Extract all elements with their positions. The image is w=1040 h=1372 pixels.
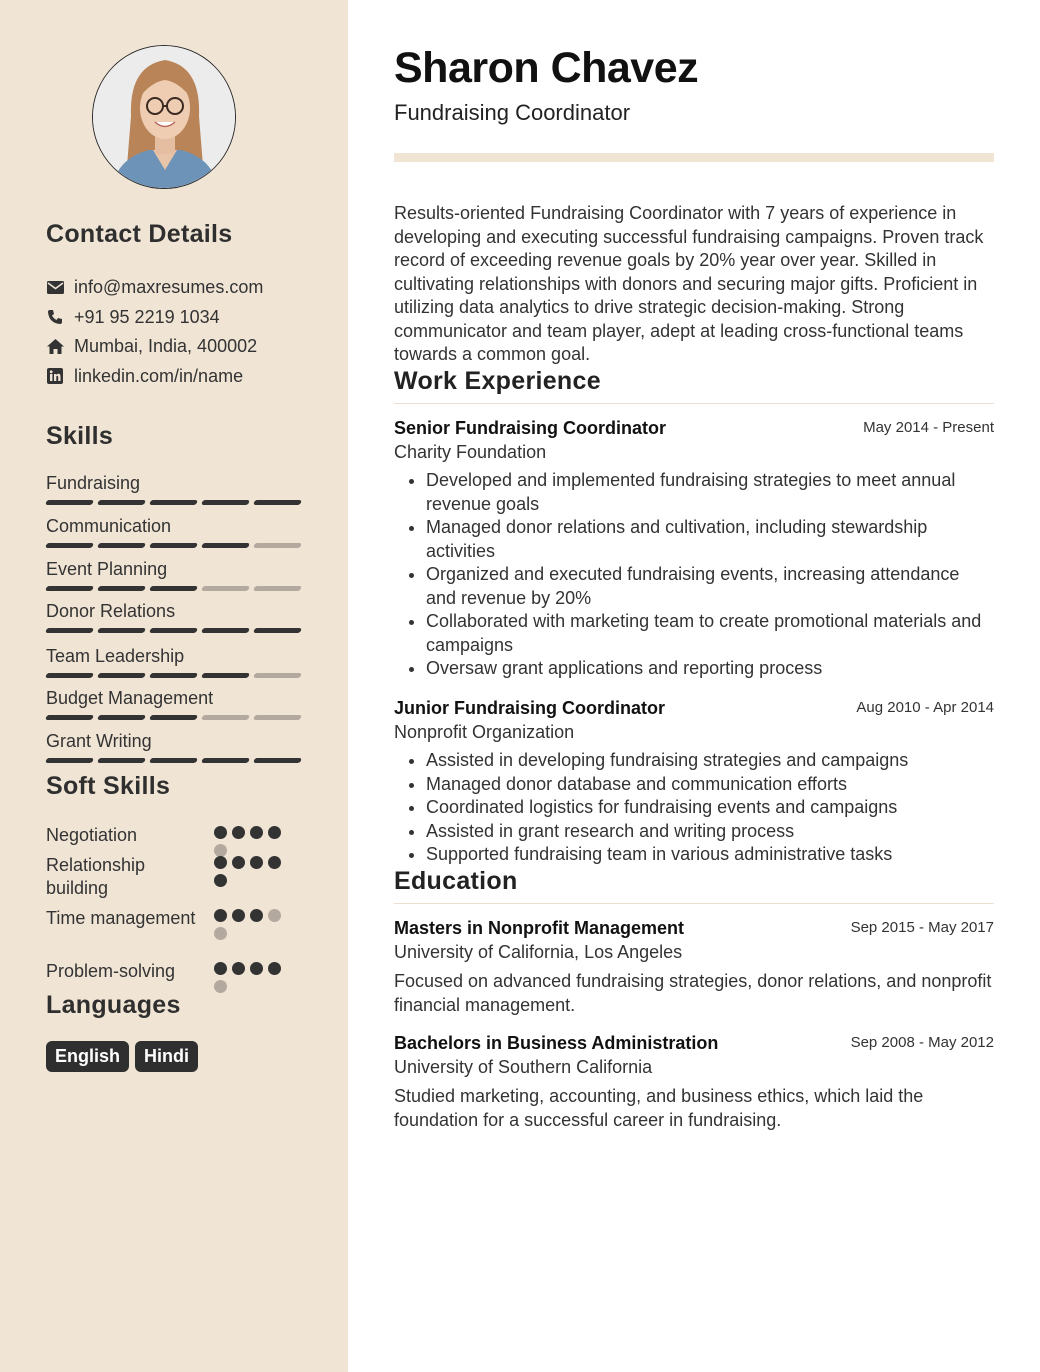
skill-level-bar: [46, 586, 302, 591]
skill-level-segment: [97, 673, 146, 678]
soft-skill-name: Negotiation: [46, 825, 138, 845]
avatar: [92, 45, 236, 189]
skill-level-segment: [253, 500, 302, 505]
job-title: Senior Fundraising Coordinator: [394, 418, 667, 438]
skill-level-segment: [149, 758, 198, 763]
contact-linkedin-text: linkedin.com/in/name: [74, 365, 244, 386]
rating-dot: [214, 826, 227, 839]
sidebar: [0, 0, 348, 1372]
skill-level-segment: [97, 628, 146, 633]
skill-item: [46, 730, 302, 763]
skill-level-segment: [45, 715, 94, 720]
job-title: Junior Fundraising Coordinator: [394, 698, 665, 718]
languages-list: [46, 1041, 198, 1072]
skill-name: Fundraising: [46, 473, 141, 493]
skill-level-bar: [46, 673, 302, 678]
skill-level-segment: [149, 628, 198, 633]
skill-level-segment: [201, 715, 250, 720]
section-divider: [394, 403, 994, 404]
skill-level-segment: [45, 628, 94, 633]
skill-item: [46, 472, 302, 505]
rating-dot: [232, 909, 245, 922]
job-bullet: • Coordinated logistics for fundraising events and campaigns: [426, 796, 994, 820]
skill-level-segment: [45, 673, 94, 678]
skill-name: Communication: [46, 516, 172, 536]
soft-skill-rating: [214, 826, 294, 857]
job-bullet: • Assisted in grant research and writing process: [426, 820, 994, 844]
job-bullet: • Organized and executed fundraising events, increasing attendance and revenue by 20%: [426, 563, 994, 610]
soft-skill-rating: [214, 962, 294, 993]
skill-name: Event Planning: [46, 559, 168, 579]
job-bullets: [394, 749, 994, 867]
summary-text: Results-oriented Fundraising Coordinator with 7 years of experience in developing and executing successful fundraising campaigns. Proven track record of exceeding revenue goals by 20% year over year. Skilled in cultivating relationships with donors and securing major gifts. Proficient in utilizing data analytics to drive strategic decision-making. Strong communicator and team player, adept at leading cross-functional teams towards a common goal.: [394, 203, 984, 364]
rating-dot: [268, 826, 281, 839]
skill-level-segment: [201, 673, 250, 678]
rating-dot: [214, 856, 227, 869]
skill-item: [46, 515, 302, 548]
education-entry: [394, 916, 994, 1017]
skill-level-segment: [201, 500, 250, 505]
skill-level-segment: [97, 543, 146, 548]
job-bullets: [394, 469, 994, 681]
language-badge-english: English: [46, 1041, 129, 1072]
rating-dot: [268, 909, 281, 922]
job-bullet: • Managed donor relations and cultivation, including stewardship activities: [426, 516, 994, 563]
job-bullet: • Oversaw grant applications and reporting process: [426, 657, 994, 681]
skill-level-segment: [149, 543, 198, 548]
skill-level-segment: [253, 586, 302, 591]
skill-item: [46, 645, 302, 678]
skill-level-segment: [201, 586, 250, 591]
skill-level-bar: [46, 543, 302, 548]
education-date: Sep 2015 - May 2017: [850, 919, 994, 936]
rating-dot: [232, 962, 245, 975]
skill-level-segment: [149, 715, 198, 720]
home-icon: [46, 337, 64, 355]
rating-dot: [232, 856, 245, 869]
contact-email[interactable]: [46, 275, 263, 299]
job-date: May 2014 - Present: [863, 419, 994, 436]
skill-name: Donor Relations: [46, 601, 176, 621]
linkedin-icon: [46, 367, 64, 385]
skill-level-segment: [97, 586, 146, 591]
education-description: Studied marketing, accounting, and business ethics, which laid the foundation for a successful career in fundraising.: [394, 1086, 924, 1130]
rating-dot: [250, 909, 263, 922]
languages-title: Languages: [46, 991, 181, 1019]
skill-level-segment: [149, 586, 198, 591]
rating-dot: [214, 980, 227, 993]
education-description: Focused on advanced fundraising strategies, donor relations, and nonprofit financial management.: [394, 971, 992, 1015]
skill-level-segment: [201, 758, 250, 763]
rating-dot: [214, 909, 227, 922]
skill-level-segment: [97, 500, 146, 505]
skill-level-segment: [201, 543, 250, 548]
skill-level-segment: [201, 628, 250, 633]
rating-dot: [214, 874, 227, 887]
header-divider: [394, 153, 994, 162]
education-title: Education: [394, 867, 518, 895]
job-entry: [394, 416, 994, 681]
skill-level-segment: [253, 673, 302, 678]
skill-item: [46, 600, 302, 633]
soft-skill-name: Relationship building: [46, 855, 146, 898]
soft-skill-name: Time management: [46, 908, 196, 928]
skill-level-segment: [45, 586, 94, 591]
candidate-name: Sharon Chavez: [394, 44, 699, 92]
degree-title: Bachelors in Business Administration: [394, 1033, 719, 1053]
candidate-role: Fundraising Coordinator: [394, 100, 631, 125]
contact-address-text: Mumbai, India, 400002: [74, 335, 258, 356]
skill-level-bar: [46, 500, 302, 505]
skill-name: Team Leadership: [46, 646, 185, 666]
skill-level-segment: [45, 543, 94, 548]
phone-icon: [46, 308, 64, 326]
skill-name: Grant Writing: [46, 731, 152, 751]
soft-skill-name: Problem-solving: [46, 961, 176, 981]
skill-level-segment: [45, 500, 94, 505]
rating-dot: [250, 826, 263, 839]
rating-dot: [214, 962, 227, 975]
rating-dot: [250, 856, 263, 869]
rating-dot: [268, 856, 281, 869]
section-divider: [394, 903, 994, 904]
skill-item: [46, 558, 302, 591]
rating-dot: [232, 826, 245, 839]
skill-level-segment: [149, 673, 198, 678]
skills-title: Skills: [46, 422, 114, 450]
envelope-icon: [46, 278, 64, 296]
contact-phone[interactable]: [46, 305, 220, 329]
skill-level-segment: [45, 758, 94, 763]
contact-details-title: Contact Details: [46, 220, 233, 248]
work-experience-title: Work Experience: [394, 367, 601, 395]
skill-level-bar: [46, 628, 302, 633]
skill-level-segment: [97, 758, 146, 763]
rating-dot: [250, 962, 263, 975]
soft-skills-title: Soft Skills: [46, 772, 171, 800]
education-entry: [394, 1031, 994, 1132]
skill-level-bar: [46, 758, 302, 763]
job-bullet: • Collaborated with marketing team to create promotional materials and campaigns: [426, 610, 994, 657]
education-date: Sep 2008 - May 2012: [850, 1034, 994, 1051]
skill-item: [46, 687, 302, 720]
contact-linkedin[interactable]: [46, 364, 243, 388]
job-bullet: • Managed donor database and communication efforts: [426, 773, 994, 797]
job-bullet: • Developed and implemented fundraising strategies to meet annual revenue goals: [426, 469, 994, 516]
skill-level-segment: [253, 758, 302, 763]
job-bullet: • Assisted in developing fundraising strategies and campaigns: [426, 749, 994, 773]
skill-level-segment: [253, 628, 302, 633]
contact-address: [46, 334, 257, 358]
contact-phone-text: +91 95 2219 1034: [74, 306, 220, 327]
skill-level-segment: [97, 715, 146, 720]
job-bullet: • Supported fundraising team in various administrative tasks: [426, 843, 994, 867]
skill-level-segment: [253, 543, 302, 548]
rating-dot: [214, 927, 227, 940]
school-name: University of Southern California: [394, 1057, 653, 1077]
job-organization: Charity Foundation: [394, 442, 547, 462]
skill-level-segment: [149, 500, 198, 505]
profile-photo: [93, 46, 236, 189]
rating-dot: [268, 962, 281, 975]
school-name: University of California, Los Angeles: [394, 942, 683, 962]
soft-skill-rating: [214, 909, 294, 940]
skill-level-bar: [46, 715, 302, 720]
soft-skill-rating: [214, 856, 294, 887]
job-organization: Nonprofit Organization: [394, 722, 575, 742]
skill-level-segment: [253, 715, 302, 720]
language-badge-hindi: Hindi: [135, 1041, 198, 1072]
contact-email-text: info@maxresumes.com: [74, 276, 264, 297]
degree-title: Masters in Nonprofit Management: [394, 918, 685, 938]
job-entry: [394, 696, 994, 867]
skill-name: Budget Management: [46, 688, 214, 708]
job-date: Aug 2010 - Apr 2014: [856, 699, 994, 716]
